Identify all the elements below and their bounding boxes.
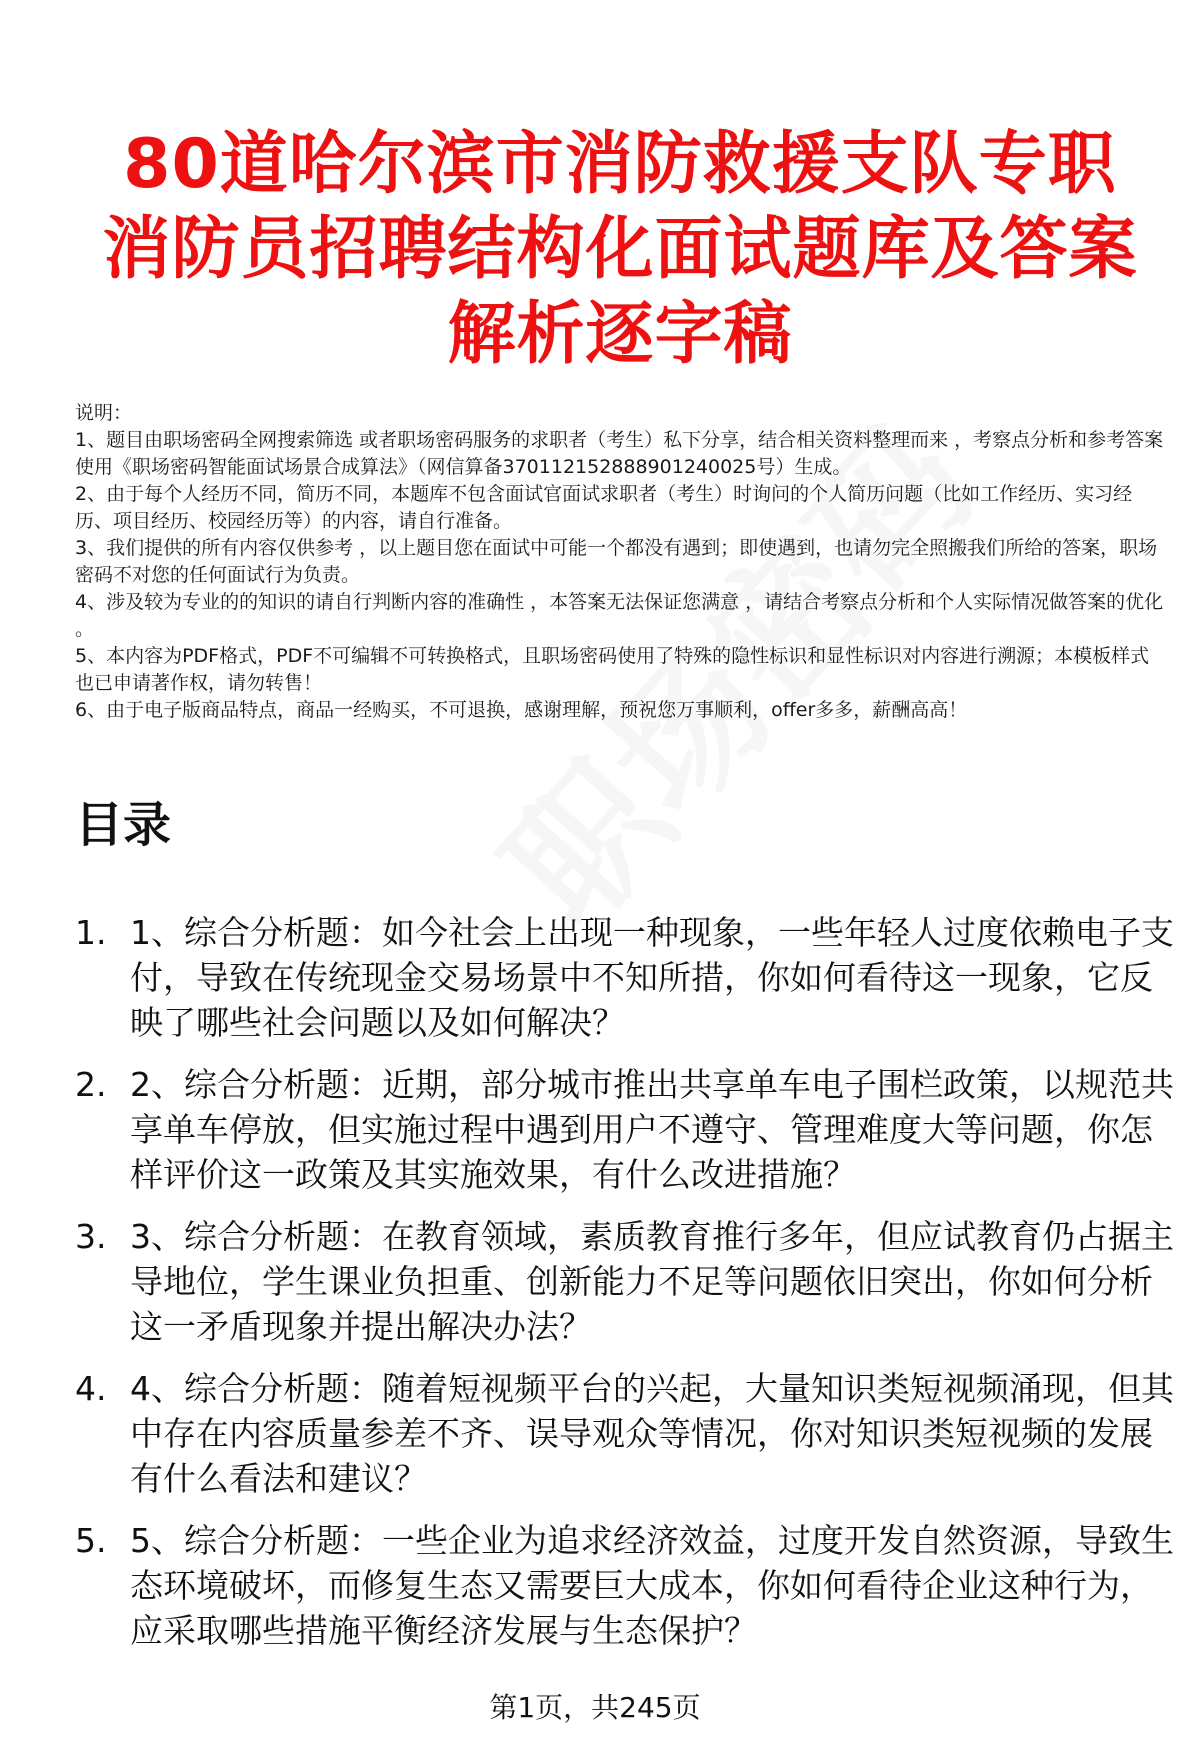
table-of-contents <box>75 910 1175 1670</box>
toc-item-text: 5、综合分析题：一些企业为追求经济效益，过度开发自然资源，导致生态环境破坏，而修复生态又需要巨大成本，你如何看待企业这种行为，应采取哪些措施平衡经济发展与生态保护？ <box>130 1521 1174 1650</box>
toc-item[interactable] <box>75 910 1175 1045</box>
toc-item-number: 1. <box>75 913 107 952</box>
notes-label: 说明： <box>75 402 133 424</box>
toc-item-number: 3. <box>75 1217 107 1256</box>
toc-item-number: 5. <box>75 1521 107 1560</box>
document-title: 80道哈尔滨市消防救援支队专职消防员招聘结构化面试题库及答案解析逐字稿 <box>102 125 1138 374</box>
note-item: 4、涉及较为专业的的知识的请自行判断内容的准确性 ，本答案无法保证您满意 ，请结合考察点分析和个人实际情况做答案的优化 。 <box>75 591 1164 640</box>
toc-item-text: 1、综合分析题：如今社会上出现一种现象，一些年轻人过度依赖电子支付，导致在传统现金交易场景中不知所措，你如何看待这一现象，它反映了哪些社会问题以及如何解决？ <box>130 913 1174 1042</box>
note-item: 1、题目由职场密码全网搜索筛选 或者职场密码服务的求职者（考生）私下分享，结合相关资料整理而来 ，考察点分析和参考答案使用《职场密码智能面试场景合成算法》（网信算备370112152888901240025号）生成。 <box>75 429 1164 478</box>
note-item: 6、由于电子版商品特点，商品一经购买，不可退换，感谢理解，预祝您万事顺利，offer多多，薪酬高高！ <box>75 699 968 721</box>
page-footer: 第1页，共245页 <box>489 1691 701 1724</box>
toc-item-number: 2. <box>75 1065 107 1104</box>
toc-item[interactable] <box>75 1366 1175 1501</box>
toc-item-text: 3、综合分析题：在教育领域，素质教育推行多年，但应试教育仍占据主导地位，学生课业负担重、创新能力不足等问题依旧突出，你如何分析这一矛盾现象并提出解决办法？ <box>130 1217 1174 1346</box>
note-item: 3、我们提供的所有内容仅供参考 ，以上题目您在面试中可能一个都没有遇到；即使遇到，也请勿完全照搬我们所给的答案，职场密码不对您的任何面试行为负责。 <box>75 537 1158 586</box>
toc-item[interactable] <box>75 1062 1175 1197</box>
toc-item-text: 2、综合分析题：近期，部分城市推出共享单车电子围栏政策，以规范共享单车停放，但实施过程中遇到用户不遵守、管理难度大等问题，你怎样评价这一政策及其实施效果，有什么改进措施？ <box>130 1065 1174 1194</box>
toc-item-number: 4. <box>75 1369 107 1408</box>
toc-item[interactable] <box>75 1518 1175 1653</box>
note-item: 2、由于每个人经历不同，简历不同，本题库不包含面试官面试求职者（考生）时询问的个人简历问题（比如工作经历、实习经历、项目经历、校园经历等）的内容，请自行准备。 <box>75 483 1133 532</box>
toc-item[interactable] <box>75 1214 1175 1349</box>
toc-heading: 目录 <box>75 797 172 853</box>
note-item: 5、本内容为PDF格式，PDF不可编辑不可转换格式，且职场密码使用了特殊的隐性标识和显性标识对内容进行溯源；本模板样式也已申请著作权，请勿转售！ <box>75 645 1150 694</box>
toc-item-text: 4、综合分析题：随着短视频平台的兴起，大量知识类短视频涌现，但其中存在内容质量参差不齐、误导观众等情况，你对知识类短视频的发展有什么看法和建议？ <box>130 1369 1174 1498</box>
notes-section <box>75 400 1165 724</box>
